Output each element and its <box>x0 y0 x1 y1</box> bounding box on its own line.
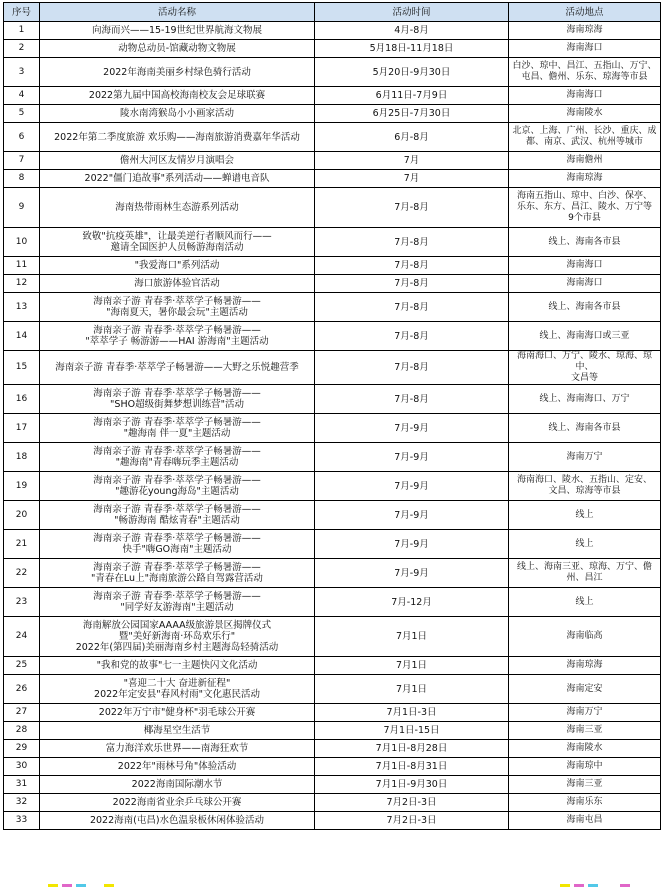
activity-schedule-table <box>3 2 661 830</box>
row-number-cell: 12 <box>4 275 40 293</box>
activity-location-cell <box>509 351 661 385</box>
activity-name-cell <box>40 472 315 501</box>
activity-name-cell <box>40 588 315 617</box>
activity-location-cell <box>509 152 661 170</box>
table-body <box>4 22 661 830</box>
activity-name-cell <box>40 501 315 530</box>
activity-location-cell <box>509 776 661 794</box>
table-row <box>4 123 661 152</box>
activity-time-cell: 7月-8月 <box>315 188 509 228</box>
activity-name-line: 向海而兴——15-19世纪世界航海文物展 <box>91 25 263 36</box>
activity-location-cell <box>509 588 661 617</box>
activity-location-cell <box>509 293 661 322</box>
activity-location-line: 乐东、东方、昌江、陵水、万宁等 <box>516 202 652 212</box>
activity-location-cell <box>509 617 661 657</box>
activity-location-line: 线上、海南各市县 <box>548 236 621 247</box>
table-row <box>4 275 661 293</box>
activity-time-cell: 7月-8月 <box>315 385 509 414</box>
activity-name-line: 富力海洋欢乐世界——南海狂欢节 <box>105 743 249 754</box>
activity-location-line: 线上、海南各市县 <box>548 422 621 433</box>
row-number-cell: 28 <box>4 722 40 740</box>
table-row <box>4 322 661 351</box>
table-row <box>4 530 661 559</box>
activity-name-cell <box>40 559 315 588</box>
activity-name-line: 海南亲子游 青春季·萃萃学子畅暑游—— <box>93 504 261 515</box>
activity-name-line: 2022海南省业余乒乓球公开赛 <box>112 797 242 808</box>
activity-name-line: 2022海南(屯昌)水色温泉板休闲体验活动 <box>89 815 265 826</box>
activity-time-cell: 7月 <box>315 170 509 188</box>
activity-name-cell <box>40 152 315 170</box>
table-row <box>4 501 661 530</box>
activity-name-cell <box>40 617 315 657</box>
row-number-cell: 19 <box>4 472 40 501</box>
activity-location-line: 白沙、琼中、昌江、五指山、万宁、 <box>512 61 657 71</box>
activity-name-cell <box>40 123 315 152</box>
row-number-cell: 25 <box>4 657 40 675</box>
activity-name-cell <box>40 228 315 257</box>
activity-time-cell: 7月2日-3日 <box>315 812 509 830</box>
activity-name-cell <box>40 188 315 228</box>
activity-time-cell: 7月-8月 <box>315 228 509 257</box>
activity-location-line: 线上 <box>575 509 594 520</box>
activity-name-line: 海南亲子游 青春季·萃萃学子畅暑游—— <box>93 533 261 544</box>
row-number-cell: 23 <box>4 588 40 617</box>
activity-name-line: 海南解放公园国家AAAA级旅游景区揭牌仪式 <box>82 620 272 631</box>
header-number: 序号 <box>4 3 40 22</box>
activity-name-line: 2022第九届中国高校海南校友会足球联赛 <box>88 90 266 101</box>
row-number-cell: 17 <box>4 414 40 443</box>
activity-name-line: 海南亲子游 青春季·萃萃学子畅暑游—— <box>93 417 261 428</box>
activity-location-line: 线上 <box>575 538 594 549</box>
activity-name-line: 2022年海南美丽乡村绿色骑行活动 <box>103 66 251 78</box>
activity-name-line: 快手"嗨GO海南"主题活动 <box>122 544 232 555</box>
activity-name-cell <box>40 675 315 704</box>
row-number-cell: 21 <box>4 530 40 559</box>
activity-name-line: "海南夏天，暑你最会玩"主题活动 <box>106 307 248 318</box>
activity-time-cell: 7月1日 <box>315 617 509 657</box>
activity-name-line: 动物总动员-馆藏动物文物展 <box>118 43 236 54</box>
activity-location-line: 海南万宁 <box>566 451 603 462</box>
row-number-cell: 9 <box>4 188 40 228</box>
activity-name-cell <box>40 385 315 414</box>
activity-location-cell <box>509 275 661 293</box>
activity-location-cell <box>509 675 661 704</box>
activity-location-line: 屯昌、儋州、乐东、琼海等市县 <box>521 72 648 82</box>
activity-location-line: 文昌、琼海等市县 <box>548 486 621 496</box>
activity-location-cell <box>509 758 661 776</box>
activity-name-line: 暨"美好新海南·环岛欢乐行" <box>118 631 236 642</box>
activity-location-line: 海南儋州 <box>566 155 603 165</box>
activity-time-cell: 7月-8月 <box>315 257 509 275</box>
activity-name-line: "趣海南 伴一夏"主题活动 <box>123 428 231 439</box>
activity-name-line: 海南亲子游 青春季·萃萃学子畅暑游—— <box>93 388 261 399</box>
activity-location-line: 海南屯昌 <box>566 815 603 825</box>
activity-name-line: "萃萃学子 畅游游——HAI 游海南"主题活动 <box>85 336 269 347</box>
activity-name-line: 海口旅游体验官活动 <box>134 278 220 289</box>
row-number-cell: 11 <box>4 257 40 275</box>
table-row <box>4 58 661 87</box>
activity-name-line: 海南亲子游 青春季·萃萃学子畅暑游—— <box>93 591 261 602</box>
table-row <box>4 170 661 188</box>
activity-name-cell <box>40 657 315 675</box>
table-row <box>4 443 661 472</box>
activity-name-line: 椰海星空生活节 <box>143 725 211 736</box>
activity-location-cell <box>509 170 661 188</box>
activity-location-cell <box>509 322 661 351</box>
table-row <box>4 87 661 105</box>
row-number-cell: 22 <box>4 559 40 588</box>
table-row <box>4 385 661 414</box>
row-number-cell: 24 <box>4 617 40 657</box>
activity-location-cell <box>509 257 661 275</box>
activity-name-cell <box>40 257 315 275</box>
activity-time-cell: 7月1日-3日 <box>315 704 509 722</box>
activity-location-cell <box>509 22 661 40</box>
table-row <box>4 617 661 657</box>
activity-location-line: 海南琼海 <box>566 25 603 35</box>
activity-location-cell <box>509 812 661 830</box>
activity-name-line: "趣海南"青春嗨玩季主题活动 <box>115 457 239 468</box>
activity-name-line: 海南亲子游 青春季·萃萃学子畅暑游—— <box>93 446 261 457</box>
row-number-cell: 20 <box>4 501 40 530</box>
row-number-cell: 5 <box>4 105 40 123</box>
activity-name-line: "SHO超级街舞梦想训练营"活动 <box>110 399 244 410</box>
activity-location-line: 线上、海南海口或三亚 <box>539 330 630 341</box>
row-number-cell: 31 <box>4 776 40 794</box>
activity-location-line: 海南三亚 <box>566 779 603 789</box>
activity-location-line: 海南三亚 <box>566 725 603 735</box>
activity-name-line: 2022年定安县"春风村雨"文化惠民活动 <box>94 689 260 700</box>
activity-location-cell <box>509 740 661 758</box>
activity-time-cell: 7月-8月 <box>315 351 509 385</box>
activity-time-cell: 6月11日-7月9日 <box>315 87 509 105</box>
activity-name-line: "趣游花young海岛"主题活动 <box>115 486 239 497</box>
activity-location-cell <box>509 657 661 675</box>
row-number-cell: 4 <box>4 87 40 105</box>
activity-location-cell <box>509 188 661 228</box>
row-number-cell: 2 <box>4 40 40 58</box>
row-number-cell: 29 <box>4 740 40 758</box>
table-row <box>4 414 661 443</box>
activity-location-line: 州、昌江 <box>566 573 603 583</box>
activity-location-line: 海南临高 <box>566 631 603 641</box>
table-row <box>4 472 661 501</box>
activity-name-cell <box>40 105 315 123</box>
activity-time-cell: 7月-9月 <box>315 414 509 443</box>
activity-location-line: 海南定安 <box>566 683 603 694</box>
table-row <box>4 293 661 322</box>
activity-name-cell <box>40 722 315 740</box>
activity-name-line: 致敬"抗疫英雄"，让最美逆行者顺风而行—— <box>82 231 272 242</box>
table-row <box>4 776 661 794</box>
activity-time-cell: 7月-8月 <box>315 293 509 322</box>
activity-name-cell <box>40 22 315 40</box>
activity-name-line: "我爱海口"系列活动 <box>134 260 220 271</box>
table-row <box>4 351 661 385</box>
row-number-cell: 30 <box>4 758 40 776</box>
activity-name-line: "同学好友游海南"主题活动 <box>120 602 234 613</box>
activity-location-cell <box>509 385 661 414</box>
activity-location-line: 文昌等 <box>570 373 598 383</box>
activity-name-cell <box>40 275 315 293</box>
activity-location-cell <box>509 704 661 722</box>
activity-time-cell: 7月2日-3日 <box>315 794 509 812</box>
activity-name-cell <box>40 794 315 812</box>
row-number-cell: 15 <box>4 351 40 385</box>
activity-name-cell <box>40 351 315 385</box>
activity-name-cell <box>40 293 315 322</box>
activity-location-line: 海南海口、陵水、五指山、定安、 <box>516 475 652 485</box>
activity-time-cell: 7月-8月 <box>315 275 509 293</box>
table-row <box>4 740 661 758</box>
activity-time-cell: 7月1日-15日 <box>315 722 509 740</box>
row-number-cell: 13 <box>4 293 40 322</box>
activity-time-cell: 7月1日-8月28日 <box>315 740 509 758</box>
activity-name-line: "喜迎二十大 奋进新征程" <box>123 678 231 689</box>
table-row <box>4 588 661 617</box>
activity-name-cell <box>40 414 315 443</box>
row-number-cell: 14 <box>4 322 40 351</box>
activity-name-line: 2022"僵门追故事"系列活动——蝉谱电音队 <box>84 173 270 184</box>
activity-name-line: "青春在Lu上"海南旅游公路自驾露营活动 <box>91 573 263 584</box>
table-row <box>4 794 661 812</box>
activity-name-line: 2022年万宁市"健身杯"羽毛球公开赛 <box>98 707 256 718</box>
activity-time-cell: 7月-9月 <box>315 443 509 472</box>
page-footer-marks <box>0 880 663 888</box>
activity-name-line: 海南亲子游 青春季·萃萃学子畅暑游—— <box>93 296 261 307</box>
activity-time-cell: 7月1日 <box>315 657 509 675</box>
activity-location-line: 海南海口 <box>566 90 603 100</box>
activity-time-cell: 7月-9月 <box>315 501 509 530</box>
activity-time-cell: 7月 <box>315 152 509 170</box>
activity-location-cell <box>509 472 661 501</box>
activity-name-line: "畅游海南 酷炫青春"主题活动 <box>114 515 240 526</box>
activity-name-line: 2022年"雨林号角"体验活动 <box>117 761 237 772</box>
activity-location-line: 海南琼中 <box>566 761 603 771</box>
table-row <box>4 657 661 675</box>
activity-time-cell: 7月-8月 <box>315 322 509 351</box>
activity-name-line: "我和党的故事"七一主题快闪文化活动 <box>96 660 258 671</box>
row-number-cell: 8 <box>4 170 40 188</box>
activity-time-cell: 6月25日-7月30日 <box>315 105 509 123</box>
table-row <box>4 22 661 40</box>
activity-name-cell <box>40 740 315 758</box>
table-row <box>4 188 661 228</box>
activity-location-line: 海南海口 <box>566 278 603 288</box>
activity-time-cell: 7月-9月 <box>315 472 509 501</box>
activity-location-line: 海南琼海 <box>566 173 603 183</box>
activity-location-line: 线上、海南海口、万宁 <box>539 393 630 404</box>
activity-name-cell <box>40 704 315 722</box>
row-number-cell: 1 <box>4 22 40 40</box>
activity-name-line: 海南亲子游 青春季·萃萃学子畅暑游—— <box>93 325 261 336</box>
activity-location-cell <box>509 559 661 588</box>
table-row <box>4 812 661 830</box>
activity-location-line: 海南海口 <box>566 260 603 270</box>
activity-name-line: 2022海南国际潮水节 <box>131 779 223 790</box>
activity-time-cell: 7月-9月 <box>315 530 509 559</box>
activity-name-cell <box>40 776 315 794</box>
activity-name-line: 儋州大河区友情岁月演唱会 <box>119 155 234 166</box>
activity-time-cell: 5月20日-9月30日 <box>315 58 509 87</box>
activity-name-line: 2022年第二季度旅游 欢乐购——海南旅游消费嘉年华活动 <box>54 131 300 143</box>
table-row <box>4 40 661 58</box>
activity-location-line: 海南万宁 <box>566 707 603 717</box>
activity-name-line: 海南亲子游 青春季·萃萃学子畅暑游—— <box>93 562 261 573</box>
table-row <box>4 105 661 123</box>
table-row <box>4 675 661 704</box>
table-header-row <box>4 3 661 22</box>
header-activity-time: 活动时间 <box>315 3 509 22</box>
activity-location-line: 海南陵水 <box>566 108 603 118</box>
activity-time-cell: 5月18日-11月18日 <box>315 40 509 58</box>
activity-name-cell <box>40 758 315 776</box>
activity-location-line: 海南陵水 <box>566 743 603 753</box>
activity-time-cell: 7月1日-8月31日 <box>315 758 509 776</box>
activity-name-line: 海南亲子游 青春季·萃萃学子畅暑游——大野之乐悦趣营季 <box>55 362 299 373</box>
row-number-cell: 16 <box>4 385 40 414</box>
table-row <box>4 758 661 776</box>
activity-name-cell <box>40 170 315 188</box>
activity-time-cell: 4月-8月 <box>315 22 509 40</box>
table-row <box>4 152 661 170</box>
activity-name-cell <box>40 322 315 351</box>
table-row <box>4 228 661 257</box>
activity-name-cell <box>40 812 315 830</box>
activity-location-line: 海南乐东 <box>566 797 603 807</box>
activity-name-line: 海南亲子游 青春季·萃萃学子畅暑游—— <box>93 475 261 486</box>
activity-location-cell <box>509 228 661 257</box>
activity-name-cell <box>40 58 315 87</box>
row-number-cell: 27 <box>4 704 40 722</box>
row-number-cell: 32 <box>4 794 40 812</box>
activity-location-cell <box>509 40 661 58</box>
activity-location-cell <box>509 530 661 559</box>
activity-name-cell <box>40 530 315 559</box>
activity-location-line: 北京、上海、广州、长沙、重庆、成 <box>512 126 657 136</box>
activity-name-line: 陵水南湾猴岛小小画家活动 <box>119 108 234 119</box>
activity-location-cell <box>509 58 661 87</box>
header-activity-name: 活动名称 <box>40 3 315 22</box>
activity-location-cell <box>509 794 661 812</box>
activity-location-cell <box>509 123 661 152</box>
activity-time-cell: 6月-8月 <box>315 123 509 152</box>
activity-location-cell <box>509 87 661 105</box>
activity-location-cell <box>509 443 661 472</box>
table-row <box>4 704 661 722</box>
table-row <box>4 257 661 275</box>
activity-location-line: 线上 <box>575 596 594 607</box>
activity-location-line: 海南五指山、琼中、白沙、保亭、 <box>516 191 652 201</box>
activity-location-line: 海南琼海 <box>566 660 603 670</box>
activity-location-line: 海南海口 <box>566 43 603 53</box>
activity-location-line: 9个市县 <box>568 213 601 223</box>
table-row <box>4 559 661 588</box>
activity-location-line: 都、南京、武汉、杭州等城市 <box>525 137 643 147</box>
activity-location-cell <box>509 501 661 530</box>
activity-time-cell: 7月1日-9月30日 <box>315 776 509 794</box>
row-number-cell: 10 <box>4 228 40 257</box>
activity-location-line: 线上、海南各市县 <box>548 301 621 312</box>
row-number-cell: 3 <box>4 58 40 87</box>
row-number-cell: 26 <box>4 675 40 704</box>
activity-name-cell <box>40 87 315 105</box>
activity-time-cell: 7月1日 <box>315 675 509 704</box>
table-row <box>4 722 661 740</box>
row-number-cell: 18 <box>4 443 40 472</box>
activity-location-cell <box>509 414 661 443</box>
row-number-cell: 33 <box>4 812 40 830</box>
header-activity-location: 活动地点 <box>509 3 661 22</box>
activity-name-line: 海南热带雨林生态游系列活动 <box>115 202 239 213</box>
row-number-cell: 6 <box>4 123 40 152</box>
activity-location-line: 线上、海南三亚、琼海、万宁、儋 <box>516 562 652 572</box>
activity-location-cell <box>509 722 661 740</box>
activity-location-cell <box>509 105 661 123</box>
activity-name-cell <box>40 443 315 472</box>
activity-time-cell: 7月-12月 <box>315 588 509 617</box>
activity-time-cell: 7月-9月 <box>315 559 509 588</box>
activity-name-cell <box>40 40 315 58</box>
activity-name-line: 邀请全国医护人员畅游海南活动 <box>110 242 244 253</box>
row-number-cell: 7 <box>4 152 40 170</box>
activity-name-line: 2022年(第四届)美丽海南乡村主题海岛轻骑活动 <box>75 642 279 653</box>
activity-location-line: 海南海口、万宁、陵水、琼海、琼中、 <box>516 351 652 372</box>
